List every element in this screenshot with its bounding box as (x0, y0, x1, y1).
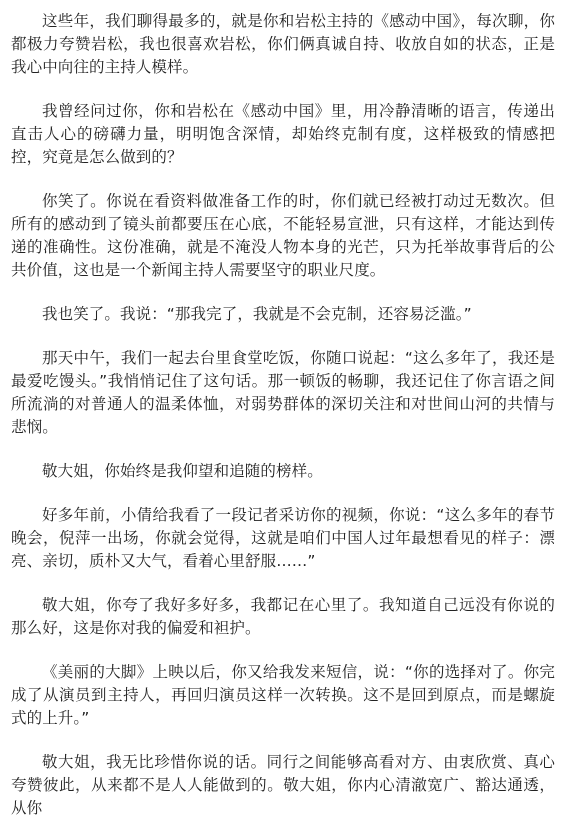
paragraph-5: 那天中午，我们一起去台里食堂吃饭，你随口说起：“这么多年了，我还是最爱吃馒头。”我悄悄记住了这句话。那一顿饭的畅聊，我还记住了你言语之间所流淌的对普通人的温柔体恤，对弱势群体的深切关注和对世间山河的共情与悲悯。 (11, 349, 555, 436)
paragraph-2: 我曾经问过你，你和岩松在《感动中国》里，用冷静清晰的语言，传递出直击人心的磅礴力量，明明饱含深情，却始终克制有度，这样极致的情感把控，究竟是怎么做到的？ (11, 102, 555, 166)
paragraph-3: 你笑了。你说在看资料做准备工作的时，你们就已经被打动过无数次。但所有的感动到了镜头前都要压在心底，不能轻易宣泄，只有这样，才能达到传递的准确性。这份准确，就是不淹没人物本身的光芒，只为托举故事背后的公共价值，这也是一个新闻主持人需要坚守的职业尺度。 (11, 192, 555, 279)
paragraph-10: 敬大姐，我无比珍惜你说的话。同行之间能够高看对方、由衷欣赏、真心夸赞彼此，从来都不是人人能做到的。敬大姐，你内心清澈宽广、豁达通透，从你 (11, 753, 555, 817)
paragraph-7: 好多年前，小倩给我看了一段记者采访你的视频，你说：“这么多年的春节晚会，倪萍一出场，你就会觉得，这就是咱们中国人过年最想看见的样子：漂亮、亲切，质朴又大气，看着心里舒服……” (11, 506, 555, 570)
paragraph-6: 敬大姐，你始终是我仰望和追随的榜样。 (42, 462, 323, 480)
paragraph-1: 这些年，我们聊得最多的，就是你和岩松主持的《感动中国》，每次聊，你都极力夸赞岩松，我也很喜欢岩松，你们俩真诚自持、收放自如的状态，正是我心中向往的主持人模样。 (11, 12, 555, 76)
paragraph-9: 《美丽的大脚》上映以后，你又给我发来短信，说：“你的选择对了。你完成了从演员到主持人，再回归演员这样一次转换。这不是回到原点，而是螺旋式的上升。” (11, 663, 555, 727)
paragraph-8: 敬大姐，你夸了我好多好多，我都记在心里了。我知道自己远没有你说的那么好，这是你对我的偏爱和袒护。 (11, 596, 555, 637)
paragraph-4: 我也笑了。我说：“那我完了，我就是不会克制，还容易泛滥。” (42, 305, 472, 323)
